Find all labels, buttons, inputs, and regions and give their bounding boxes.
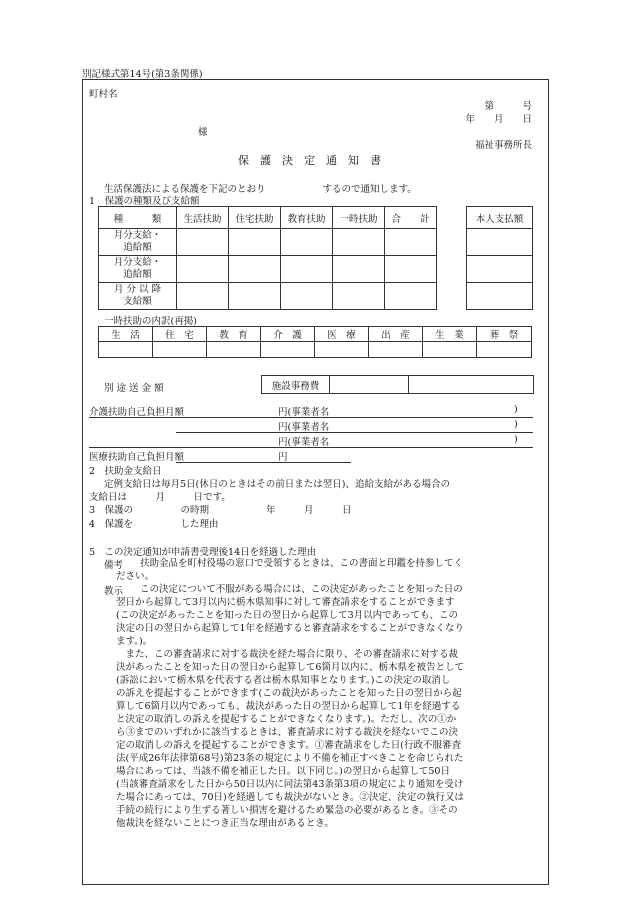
self-pay-table [466, 206, 533, 310]
facility-fee-cell [330, 376, 409, 394]
row-label: 月分支給・ 追給額 [99, 256, 177, 283]
amount-cell [333, 283, 385, 310]
section1-heading: 1 保護の種類及び支給額 [89, 196, 200, 207]
column-header: 一時扶助 [333, 207, 385, 229]
page-title: 保 護 決 定 通 知 書 [238, 154, 381, 167]
table-row [99, 283, 437, 310]
amount-cell [385, 256, 437, 283]
column-header: 住宅扶助 [229, 207, 281, 229]
breakdown-column-header: 介 護 [261, 327, 315, 342]
self-pay-cell [467, 283, 533, 310]
divider [176, 432, 533, 433]
self-pay-cell [467, 256, 533, 283]
breakdown-column-header: 出 産 [369, 327, 423, 342]
amount-cell [177, 229, 229, 256]
care-copay-close: ) [514, 419, 518, 430]
table-row [99, 256, 437, 283]
issue-date: 年 月 日 [465, 114, 532, 125]
form-id: 別記様式第14号(第3条関係) [82, 69, 203, 80]
care-copay-label: 介護扶助自己負担月額 [89, 407, 185, 418]
amount-cell [385, 283, 437, 310]
amount-cell [229, 256, 281, 283]
self-pay-header: 本人支払額 [467, 207, 533, 229]
breakdown-column-header: 生 活 [99, 327, 153, 342]
teaching-first-line: この決定について不服がある場合には、この決定があったことを知った日の [140, 584, 463, 595]
amount-cell [229, 229, 281, 256]
care-copay-close: ) [514, 434, 518, 445]
care-copay-line: 円(事業者名 [278, 407, 330, 418]
section2-line: 支給日は 月 日です。 [89, 492, 231, 503]
amount-cell [333, 229, 385, 256]
facility-fee-table [261, 375, 534, 394]
breakdown-header-row [99, 327, 532, 342]
facility-fee-label: 施設事務費 [262, 376, 330, 394]
care-copay-close: ) [514, 404, 518, 415]
divider [89, 417, 533, 418]
section2-line: 定例支給日は毎月5日(休日のときはその前日または翌日)、追給支給がある場合の [104, 479, 450, 490]
amount-cell [281, 229, 333, 256]
row-label: 月分支給・ 追給額 [99, 229, 177, 256]
breakdown-heading: 一時扶助の内訳(再掲) [104, 316, 197, 327]
column-header: 合 計 [385, 207, 437, 229]
addressee-suffix: 様 [198, 127, 208, 138]
column-header: 教育扶助 [281, 207, 333, 229]
amount-cell [177, 283, 229, 310]
care-copay-line: 円(事業者名 [278, 437, 330, 448]
remarks-first-line: 扶助金品を町村役場の窓口で受領するときは、この書面と印鑑を持参してく [140, 558, 464, 569]
self-pay-cell [467, 229, 533, 256]
teaching-paragraph: 翌日から起算して3月以内に栃木県知事に対して審査請求をすることができます (この決定があったことを知った日の翌日から起算して3月以内であっても、この 決定の日の翌日から起算して1年を経過すると審査請求をすることができなくなり ます。)。 また、この審査請求に対する裁決を経た場合に限り、その審査請求に対する裁 決があったことを知った日の翌日から起算して6箇月以内に、栃木県を被告として (訴訟において栃木県を代表する者は栃木県知事となります。)この決定の取消し の訴えを提起することができます(この裁決があったことを知った日の翌日から起 算して6箇月以内であっても、裁決があった日の翌日から起算して1年を経過する と決定の取消しの訴えを提起することができなくなります。)。ただし、次の①か ら③までのいずれかに該当するときは、審査請求に対する裁決を経ないでこの決 定の取消しの訴えを提起することができます。①審査請求をした日(行政不服審査 法(平成26年法律第68号)第23条の規定により不備を補正すべきことを命じられた 場合にあっては、当該不備を補正した日。以下同じ。)の翌日から起算して50日 (当該審査請求をした日から50日以内に同法第43条第3項の規定により通知を受け た場合にあっては、70日)を経過しても裁決がないとき。②決定、決定の執行又は 手続の続行により生ずる著しい損害を避けるため緊急の必要があるとき。③その 他裁決を経ないことにつき正当な理由があるとき。 [116, 597, 465, 829]
section2-heading: 2 扶助金支給日 [89, 466, 162, 477]
section3-text: 3 保護の の時期 年 月 日 [89, 505, 352, 516]
amount-cell [177, 256, 229, 283]
type-column-header: 種 類 [99, 207, 177, 229]
medical-copay-value: 円 [278, 452, 288, 463]
breakdown-column-header: 葬 祭 [477, 327, 532, 342]
table-row [99, 229, 437, 256]
row-label: 月 分 以 降 支給額 [99, 283, 177, 310]
divider [176, 462, 351, 463]
remarks-label: 備考 [104, 560, 124, 571]
amount-cell [229, 283, 281, 310]
teaching-label: 教示 [104, 586, 124, 597]
separate-payment-label: 別 途 送 金 額 [104, 383, 164, 394]
breakdown-column-header: 生 業 [423, 327, 477, 342]
payment-table [98, 206, 437, 310]
amount-cell [281, 283, 333, 310]
breakdown-column-header: 教 育 [207, 327, 261, 342]
document-number: 第 号 [484, 101, 532, 112]
amount-cell [333, 256, 385, 283]
breakdown-column-header: 医 療 [315, 327, 369, 342]
column-header: 生活扶助 [177, 207, 229, 229]
remarks-second-line: ださい。 [116, 571, 155, 582]
care-copay-line: 円(事業者名 [278, 422, 330, 433]
section5-text: 5 この決定通知が申請書受理後14日を経過した理由 [89, 547, 317, 558]
payment-table-header [99, 207, 437, 229]
issuer: 福祉事務所長 [474, 140, 532, 151]
divider [89, 447, 533, 448]
breakdown-value-row [99, 342, 532, 358]
breakdown-column-header: 住 宅 [153, 327, 207, 342]
breakdown-table [98, 326, 532, 358]
amount-cell [281, 256, 333, 283]
amount-cell [385, 229, 437, 256]
intro-text: 生活保護法による保護を下記のとおり するので通知します。 [104, 184, 417, 195]
town-name-label: 町村名 [89, 89, 118, 100]
section4-text: 4 保護を した理由 [89, 519, 219, 530]
medical-copay-label: 医療扶助自己負担月額 [89, 452, 185, 463]
facility-fee-cell [409, 376, 534, 394]
